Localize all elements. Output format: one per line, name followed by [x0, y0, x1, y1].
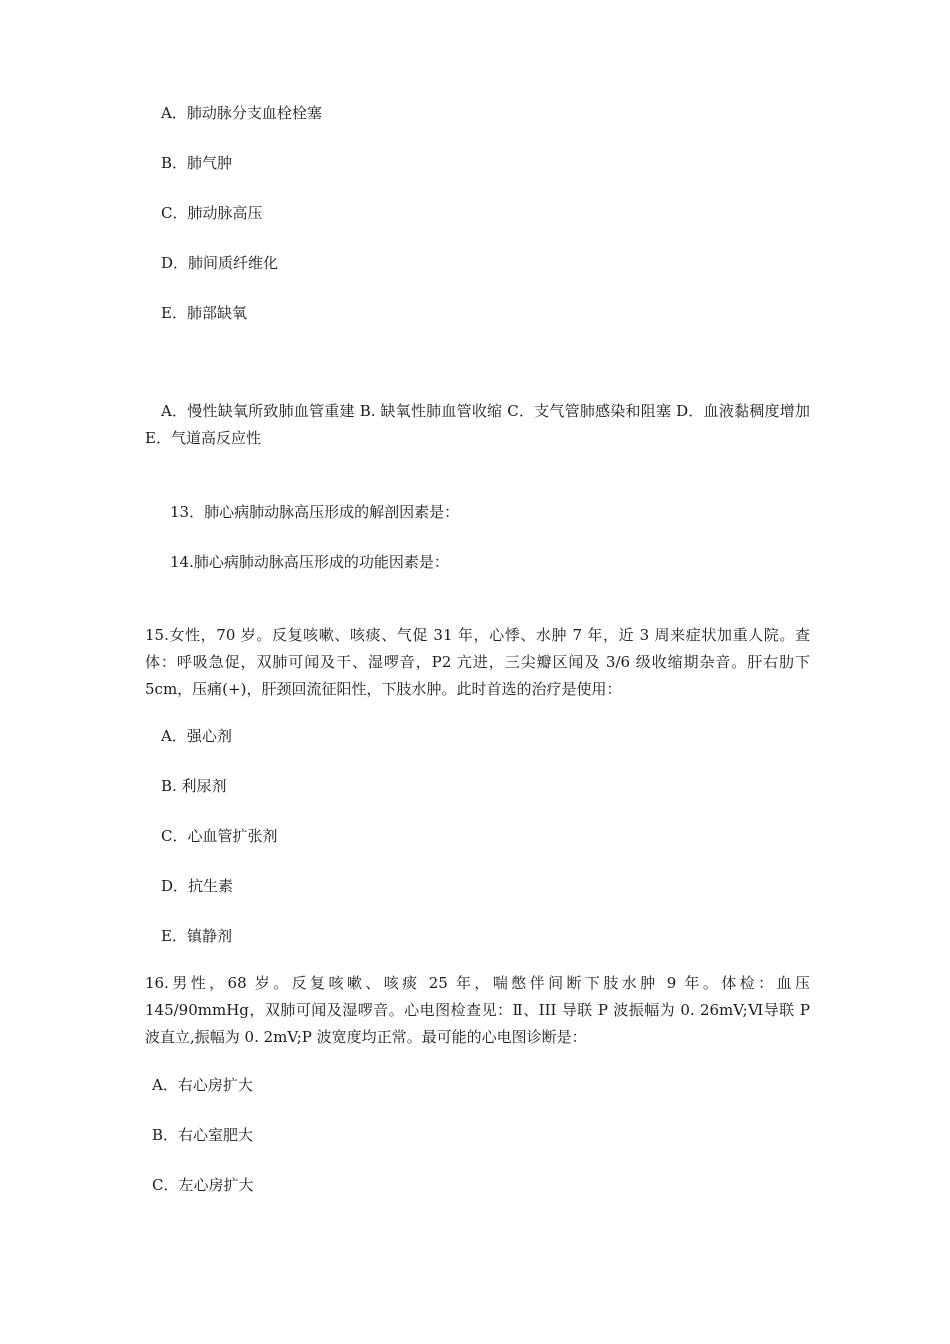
q15-option-e: E．镇静剂: [161, 927, 232, 945]
option-a: A．肺动脉分支血栓栓塞: [161, 104, 322, 122]
question-13: 13．肺心病肺动脉高压形成的解剖因素是：: [170, 503, 460, 521]
q15-option-d: D．抗生素: [161, 877, 234, 895]
shared-options-paragraph: A．慢性缺氧所致肺血管重建 B. 缺氧性肺血管收缩 C．支气管肺感染和阻塞 D．血液黏稠度增加 E．气道高反应性: [145, 402, 810, 447]
q15-option-c: C．心血管扩张剂: [161, 827, 278, 845]
question-14: 14.肺心病肺动脉高压形成的功能因素是：: [170, 553, 449, 571]
q16-option-c: C．左心房扩大: [152, 1176, 254, 1194]
question-16-stem: 16.男性，68 岁。反复咳嗽、咳痰 25 年，喘憋伴间断下肢水肿 9 年。体检：血压 145/90mmHg，双肺可闻及湿啰音。心电图检查见：Ⅱ、III 导联 P 波振幅为 0. 26mV;Ⅵ导联 P 波直立,振幅为 0. 2mV;P 波宽度均正常。最可能的心电图诊断是：: [145, 974, 810, 1046]
option-d: D．肺间质纤维化: [161, 254, 279, 272]
option-c: C．肺动脉高压: [161, 204, 263, 222]
question-15-stem: 15.女性，70 岁。反复咳嗽、咳痰、气促 31 年，心悸、水肿 7 年，近 3 周来症状加重人院。查体：呼吸急促，双肺可闻及干、湿啰音，P2 亢进，三尖瓣区闻及 3/6 级收缩期杂音。肝右肋下 5cm，压痛(+)，肝颈回流征阳性，下肢水肿。此时首选的治疗是使用：: [145, 626, 810, 698]
option-b: B．肺气肿: [161, 154, 233, 172]
q15-option-a: A．强心剂: [161, 727, 232, 745]
q15-option-b: B. 利尿剂: [161, 777, 227, 795]
q16-option-b: B．右心室肥大: [152, 1126, 254, 1144]
option-e: E．肺部缺氧: [161, 304, 247, 322]
q16-option-a: A．右心房扩大: [152, 1076, 253, 1094]
